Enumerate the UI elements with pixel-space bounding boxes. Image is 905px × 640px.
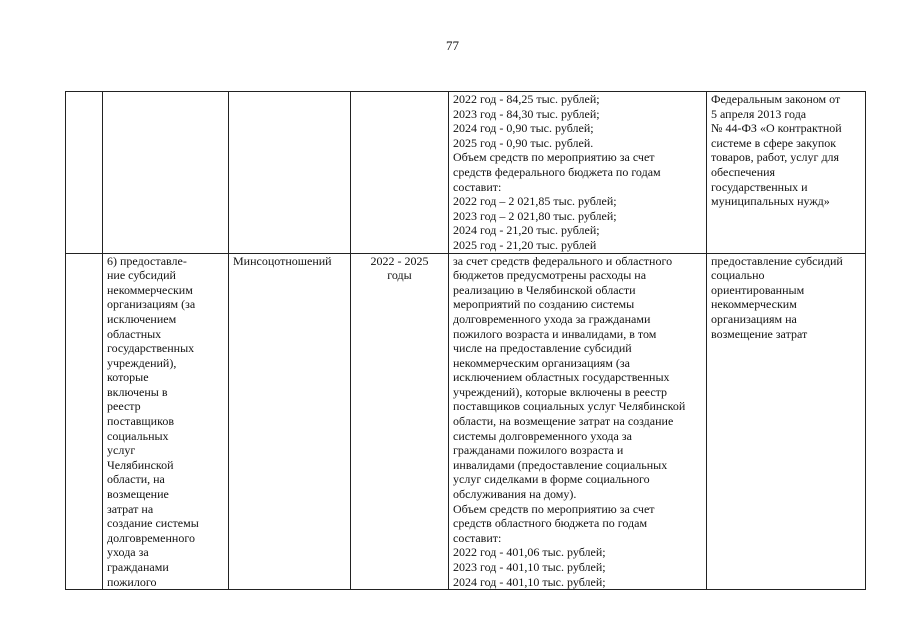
text-line: мероприятий по созданию системы [453, 297, 635, 312]
cell-result [707, 253, 866, 590]
text-line: учреждений), которые включены в реестр [453, 384, 668, 399]
text-line: исключением областных государственных [453, 370, 670, 385]
text-line: инвалидами (предоставление социальных [453, 457, 668, 472]
text-line: некоммерческим организациям (за [453, 355, 630, 370]
text-line: 2025 год - 0,90 тыс. рублей. [453, 135, 594, 150]
text-line: исключением [107, 311, 177, 326]
text-line: которые [107, 370, 149, 385]
text-line: 2024 год - 401,10 тыс. рублей; [453, 574, 606, 589]
text-line: Объем средств по мероприятию за счет [453, 501, 655, 516]
text-line: создание системы [107, 516, 199, 531]
text-line: ориентированным [711, 282, 805, 297]
text-line: средств федерального бюджета по годам [453, 164, 661, 179]
text-line: пожилого [107, 574, 157, 589]
cell-period [351, 253, 449, 590]
text-line: областных [107, 326, 162, 341]
text-line: 2023 год – 2 021,80 тыс. рублей; [453, 208, 617, 223]
text-line: 2022 год - 401,06 тыс. рублей; [453, 545, 606, 560]
cell-executor [229, 253, 351, 590]
text-line: возмещение [107, 487, 169, 502]
text-line: области, на [107, 472, 165, 487]
text-line: ние субсидий [107, 268, 176, 283]
text-line: долговременного ухода за гражданами [453, 311, 651, 326]
text-line: некоммерческим [107, 282, 193, 297]
text-line: 2022 год - 84,25 тыс. рублей; [453, 92, 600, 106]
text-line: поставщиков [107, 414, 174, 429]
text-line: предоставление субсидий [711, 253, 843, 268]
text-line: услуг сиделками в форме социального [453, 472, 650, 487]
text-line: социально [711, 268, 765, 283]
text-line: числе на предоставление субсидий [453, 341, 632, 356]
text-line: составит: [453, 530, 502, 545]
cell-executor [229, 92, 351, 254]
text-line: области, на возмещение затрат на создание [453, 414, 674, 429]
text-line: организациям на [711, 311, 797, 326]
text-line: услуг [107, 443, 136, 458]
text-line: государственных и [711, 179, 808, 194]
cell-empty [66, 92, 103, 254]
text-line: реализацию в Челябинской области [453, 282, 636, 297]
text-line: организациям (за [107, 297, 196, 312]
text-line: за счет средств федерального и областного [453, 253, 673, 268]
table-row [66, 253, 866, 590]
text-line: реестр [107, 399, 141, 414]
text-line: 2024 год - 0,90 тыс. рублей; [453, 121, 594, 136]
cell-result [707, 92, 866, 254]
text-line: 2024 год - 21,20 тыс. рублей; [453, 223, 600, 238]
text-line: 2025 год - 21,20 тыс. рублей [453, 237, 597, 252]
text-line: 2022 - 2025 [370, 253, 429, 268]
text-line: 5 апреля 2013 года [711, 106, 807, 121]
cell-funding [449, 92, 707, 254]
text-line: Объем средств по мероприятию за счет [453, 150, 655, 165]
text-line: муниципальных нужд» [711, 194, 830, 209]
text-line: гражданами пожилого возраста и [453, 443, 624, 458]
text-line: бюджетов предусмотрены расходы на [453, 268, 647, 283]
text-line: 2023 год - 401,10 тыс. рублей; [453, 560, 606, 574]
text-line: включены в [107, 384, 168, 399]
text-line: системы долговременного ухода за [453, 428, 632, 443]
text-line: товаров, работ, услуг для [711, 150, 840, 165]
text-line: социальных [107, 428, 169, 443]
cell-measure [103, 92, 229, 254]
text-line: возмещение затрат [711, 326, 808, 341]
text-line: Федеральным законом от [711, 92, 841, 106]
cell-funding [449, 253, 707, 590]
text-line: Челябинской [107, 457, 174, 472]
cell-measure [103, 253, 229, 590]
text-line: обслуживания на дому). [453, 487, 577, 502]
text-line: учреждений), [107, 355, 177, 370]
text-line: затрат на [107, 501, 154, 516]
cell-empty [66, 253, 103, 590]
cell-period [351, 92, 449, 254]
text-line: 6) предоставле- [107, 253, 187, 268]
text-line: поставщиков социальных услуг Челябинской [453, 399, 686, 414]
text-line: системе в сфере закупок [711, 135, 837, 150]
executor-text: Минсоцотношений [233, 253, 332, 268]
text-line: годы [387, 268, 412, 283]
text-line: государственных [107, 341, 195, 356]
page-number: 77 [446, 38, 459, 53]
document-table [65, 91, 866, 590]
text-line: некоммерческим [711, 297, 797, 312]
text-line: 2023 год - 84,30 тыс. рублей; [453, 106, 600, 121]
text-line: долговременного [107, 530, 195, 545]
text-line: ухода за [107, 545, 149, 560]
text-line: составит: [453, 179, 502, 194]
text-line: средств областного бюджета по годам [453, 516, 648, 531]
text-line: обеспечения [711, 164, 776, 179]
text-line: гражданами [107, 560, 169, 574]
text-line: 2022 год – 2 021,85 тыс. рублей; [453, 194, 617, 209]
text-line: № 44-ФЗ «О контрактной [711, 121, 842, 136]
text-line: пожилого возраста и инвалидами, в том [453, 326, 657, 341]
table-row [66, 92, 866, 254]
